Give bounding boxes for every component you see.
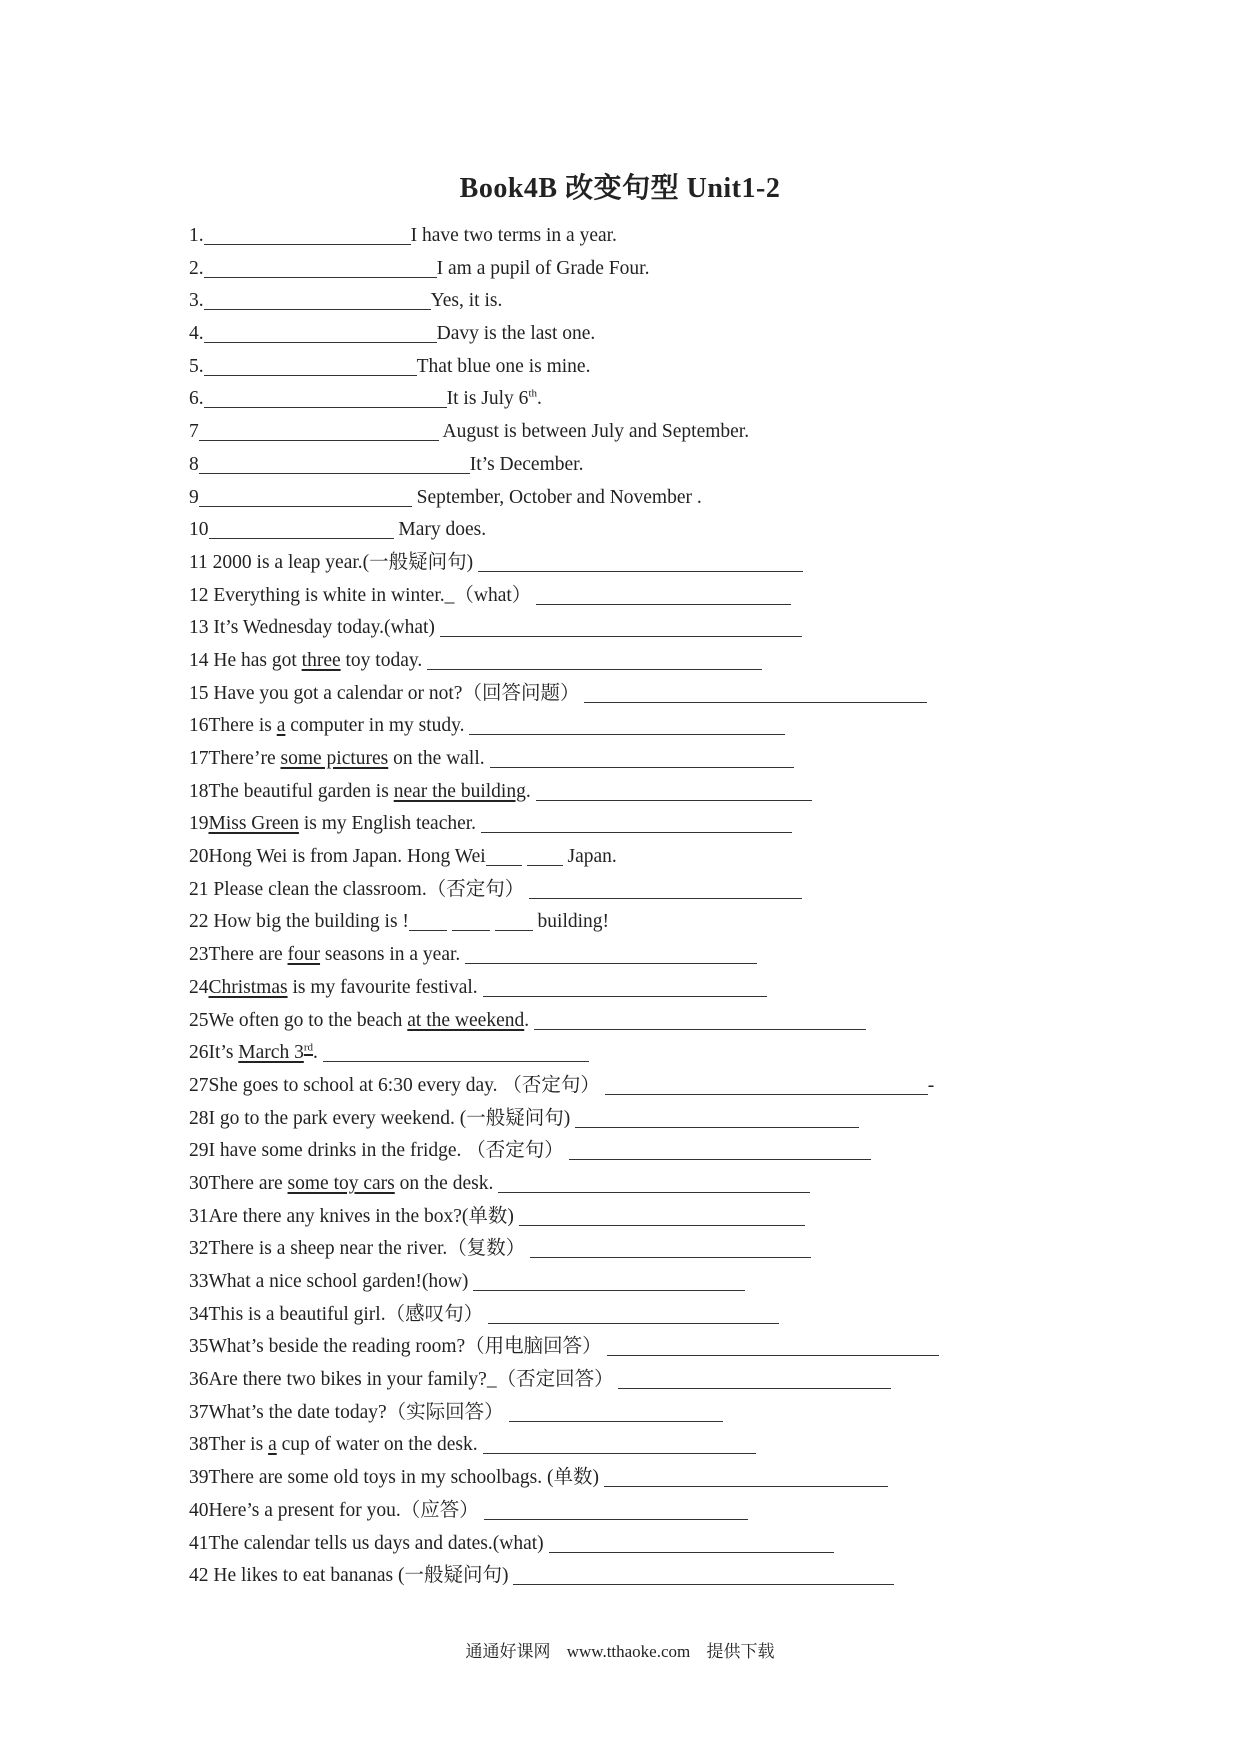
answer-blank[interactable] [478, 550, 803, 572]
exercise-item [189, 1397, 1089, 1430]
exercise-item [189, 939, 1089, 972]
item-number: 15 [189, 682, 209, 704]
item-text: Please clean the classroom.（否定句） [208, 878, 525, 900]
item-number: 41 [189, 1532, 209, 1554]
item-text: There is a sheep near the river.（复数） [208, 1238, 526, 1260]
item-number: 13 [189, 617, 209, 639]
answer-blank[interactable] [605, 1073, 928, 1095]
underlined-phrase: three [301, 649, 341, 671]
underlined-phrase: at the weekend [407, 1009, 525, 1031]
answer-blank[interactable] [452, 909, 490, 931]
item-text: Everything is white in winter._（what） [208, 584, 532, 606]
item-number: 34 [189, 1303, 209, 1325]
item-number: 14 [189, 649, 209, 671]
exercise-item [189, 1135, 1089, 1168]
underlined-phrase: four [287, 944, 321, 966]
answer-blank[interactable] [204, 288, 431, 310]
item-text: is my favourite festival. [287, 976, 478, 998]
item-number: 39 [189, 1467, 209, 1489]
item-text: on the wall. [388, 748, 485, 769]
answer-blank[interactable] [204, 256, 437, 278]
exercise-item [189, 1266, 1089, 1299]
item-number: 27 [189, 1074, 209, 1096]
answer-blank[interactable] [465, 942, 757, 964]
item-number: 9 [189, 486, 199, 508]
item-number: 42 [189, 1565, 209, 1587]
item-text: There’re [208, 748, 281, 769]
answer-blank[interactable] [204, 354, 417, 376]
superscript: th [528, 387, 537, 400]
item-number: 33 [189, 1271, 209, 1292]
exercise-item [189, 710, 1089, 743]
answer-blank[interactable] [618, 1367, 891, 1389]
item-text: cup of water on the desk. [276, 1434, 478, 1456]
item-text: What a nice school garden!(how) [208, 1271, 469, 1292]
item-number: 37 [189, 1401, 209, 1423]
answer-blank[interactable] [486, 844, 522, 866]
item-number: 30 [189, 1172, 209, 1194]
answer-blank[interactable] [199, 419, 439, 441]
item-number: 36 [189, 1369, 209, 1391]
item-number: 1. [189, 225, 204, 246]
item-number: 29 [189, 1140, 209, 1162]
answer-blank[interactable] [409, 909, 447, 931]
answer-blank[interactable] [484, 1498, 748, 1520]
item-text: It’s December. [469, 453, 584, 475]
item-text: building! [532, 911, 610, 933]
answer-blank[interactable] [519, 1204, 805, 1226]
item-number: 7 [189, 421, 199, 443]
item-text: Japan. [562, 846, 617, 868]
exercise-item [189, 1070, 1089, 1103]
item-text: . [525, 780, 531, 802]
exercise-item [189, 1429, 1089, 1462]
item-text: Here’s a present for you.（应答） [208, 1499, 479, 1521]
item-text: It is July 6 [446, 388, 529, 410]
underlined-phrase: Miss Green [208, 813, 299, 835]
item-text: Mary does. [393, 519, 487, 541]
answer-blank[interactable] [530, 1236, 811, 1258]
exercise-item [189, 482, 1089, 515]
item-number: 20 [189, 846, 209, 868]
item-text: Are there any knives in the box?(单数) [208, 1205, 514, 1227]
item-number: 24 [189, 976, 209, 998]
item-text: We often go to the beach [208, 1009, 408, 1031]
underlined-phrase: some toy cars [287, 1172, 395, 1194]
item-number: 23 [189, 944, 209, 966]
item-text: This is a beautiful girl.（感叹句） [208, 1303, 484, 1325]
footer-url: www.tthaoke.com [566, 1642, 691, 1661]
answer-blank[interactable] [204, 223, 411, 245]
item-text: Ther is [208, 1434, 269, 1456]
answer-blank[interactable] [483, 1432, 756, 1454]
exercise-item [189, 776, 1089, 809]
item-number: 16 [189, 715, 209, 737]
underlined-phrase: near the building [393, 780, 526, 802]
item-number: 32 [189, 1238, 209, 1260]
exercise-item [189, 547, 1089, 580]
item-text: Are there two bikes in your family?_（否定回答） [208, 1369, 614, 1391]
exercise-item [189, 1201, 1089, 1234]
exercise-item [189, 580, 1089, 613]
exercise-item [189, 612, 1089, 645]
underlined-phrase: a [268, 1434, 277, 1456]
exercise-list [189, 220, 1089, 1593]
exercise-item [189, 1364, 1089, 1397]
item-number: 2. [189, 257, 204, 279]
exercise-item [189, 416, 1089, 449]
exercise-item [189, 449, 1089, 482]
exercise-item [189, 906, 1089, 939]
item-text: There are [208, 944, 288, 966]
answer-blank[interactable] [536, 779, 812, 801]
answer-blank[interactable] [575, 1106, 859, 1128]
item-number: 8 [189, 453, 199, 475]
answer-blank[interactable] [488, 1302, 779, 1324]
item-number: 12 [189, 584, 209, 606]
item-text: . [313, 1042, 318, 1064]
exercise-item [189, 1168, 1089, 1201]
exercise-item [189, 1037, 1089, 1070]
item-number: 10 [189, 519, 209, 541]
answer-blank[interactable] [607, 1334, 939, 1356]
item-number: 6. [189, 388, 204, 410]
exercise-item [189, 1331, 1089, 1364]
exercise-item [189, 1495, 1089, 1528]
answer-blank[interactable] [481, 811, 792, 833]
item-text: How big the building is ! [208, 911, 409, 933]
exercise-item [189, 1103, 1089, 1136]
exercise-item [189, 1560, 1089, 1593]
answer-blank[interactable] [473, 1269, 745, 1291]
item-text: toy today. [340, 649, 423, 671]
item-text: What’s the date today?（实际回答） [208, 1401, 504, 1423]
exercise-item [189, 514, 1089, 547]
item-text: Hong Wei is from Japan. Hong Wei [208, 846, 486, 868]
answer-blank[interactable] [323, 1040, 589, 1062]
item-text: That blue one is mine. [416, 355, 591, 377]
answer-blank[interactable] [549, 1531, 834, 1553]
item-text: There are [208, 1172, 288, 1194]
exercise-item [189, 678, 1089, 711]
item-number: 17 [189, 748, 209, 769]
exercise-item [189, 220, 1089, 253]
footer-tail: 提供下载 [706, 1642, 775, 1661]
exercise-item [189, 253, 1089, 286]
item-text: I go to the park every weekend. (一般疑问句) [208, 1107, 571, 1129]
answer-blank[interactable] [534, 1008, 866, 1030]
item-text: I have some drinks in the fridge. （否定句） [208, 1140, 564, 1162]
item-text: seasons in a year. [320, 944, 461, 966]
item-number: 28 [189, 1107, 209, 1129]
item-text: . [524, 1009, 530, 1031]
answer-blank[interactable] [469, 713, 785, 735]
answer-blank[interactable] [529, 877, 802, 899]
answer-blank[interactable] [509, 1400, 723, 1422]
item-number: 4. [189, 323, 204, 345]
underlined-phrase: March 3 [238, 1042, 304, 1064]
item-text: Have you got a calendar or not?（回答问题） [208, 682, 580, 704]
item-number: 35 [189, 1336, 209, 1358]
item-text: - [927, 1074, 935, 1096]
item-text: on the desk. [394, 1172, 494, 1194]
answer-blank[interactable] [513, 1563, 894, 1585]
exercise-item [189, 645, 1089, 678]
exercise-item [189, 1299, 1089, 1332]
item-number: 22 [189, 911, 209, 933]
item-number: 31 [189, 1205, 209, 1227]
exercise-item [189, 1528, 1089, 1561]
answer-blank[interactable] [209, 517, 394, 539]
item-number: 11 [189, 551, 208, 573]
item-text: 2000 is a leap year.(一般疑问句) [207, 551, 474, 573]
item-text: It’s Wednesday today.(what) [208, 617, 435, 639]
item-number: 21 [189, 878, 209, 900]
item-text: September, October and November . [411, 486, 702, 508]
answer-blank[interactable] [536, 583, 791, 605]
item-text: He has got [208, 649, 302, 671]
underlined-phrase: a [276, 715, 286, 737]
item-text: There is [208, 715, 277, 737]
item-text: The calendar tells us days and dates.(what) [208, 1532, 544, 1554]
answer-blank[interactable] [604, 1465, 888, 1487]
underlined-phrase: Christmas [208, 976, 288, 998]
answer-blank[interactable] [427, 648, 762, 670]
page-title: Book4B 改变句型 Unit1-2 [459, 173, 781, 204]
item-text: Yes, it is. [430, 290, 503, 312]
answer-blank[interactable] [490, 746, 794, 768]
underlined-phrase: some pictures [280, 748, 389, 769]
item-number: 26 [189, 1042, 209, 1064]
item-text: There are some old toys in my schoolbags. (单数) [208, 1467, 599, 1489]
answer-blank[interactable] [483, 975, 767, 997]
exercise-item [189, 1005, 1089, 1038]
superscript: rd [303, 1041, 313, 1054]
exercise-item [189, 1233, 1089, 1266]
item-text: Davy is the last one. [436, 323, 596, 345]
answer-blank[interactable] [440, 615, 802, 637]
answer-blank[interactable] [199, 485, 412, 507]
footer-site: 通通好课网 [465, 1642, 551, 1661]
item-text: August is between July and September. [438, 421, 750, 443]
exercise-item [189, 874, 1089, 907]
exercise-item [189, 808, 1089, 841]
answer-blank[interactable] [495, 909, 533, 931]
item-number: 3. [189, 290, 204, 312]
item-number: 25 [189, 1009, 209, 1031]
item-number: 40 [189, 1499, 209, 1521]
exercise-item [189, 972, 1089, 1005]
answer-blank[interactable] [498, 1171, 810, 1193]
exercise-item [189, 285, 1089, 318]
item-text: I have two terms in a year. [410, 225, 617, 246]
exercise-item [189, 351, 1089, 384]
exercise-item [189, 743, 1089, 776]
exercise-item [189, 383, 1089, 416]
answer-blank[interactable] [584, 681, 927, 703]
item-number: 5. [189, 355, 204, 377]
item-text: He likes to eat bananas (一般疑问句) [208, 1565, 509, 1587]
answer-blank[interactable] [199, 452, 470, 474]
answer-blank[interactable] [204, 321, 437, 343]
item-number: 38 [189, 1434, 209, 1456]
item-text: . [537, 388, 542, 410]
answer-blank[interactable] [527, 844, 563, 866]
exercise-item [189, 841, 1089, 874]
item-text: is my English teacher. [298, 813, 477, 835]
item-number: 19 [189, 813, 209, 835]
answer-blank[interactable] [204, 386, 447, 408]
item-text: What’s beside the reading room?（用电脑回答） [208, 1336, 602, 1358]
item-text: computer in my study. [285, 715, 465, 737]
exercise-item [189, 1462, 1089, 1495]
item-text: It’s [208, 1042, 239, 1064]
item-text: I am a pupil of Grade Four. [436, 257, 650, 279]
item-text: She goes to school at 6:30 every day. （否定句） [208, 1074, 600, 1096]
exercise-item [189, 318, 1089, 351]
answer-blank[interactable] [569, 1138, 871, 1160]
page-footer [0, 1637, 1240, 1662]
item-text: The beautiful garden is [208, 780, 394, 802]
item-number: 18 [189, 780, 209, 802]
